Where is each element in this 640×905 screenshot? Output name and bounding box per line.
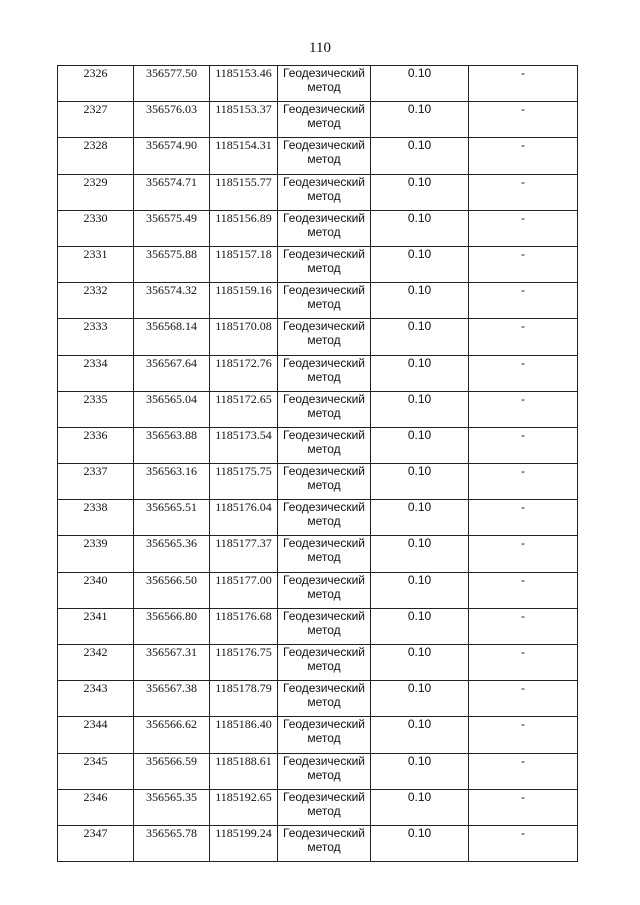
x-coordinate-cell: 356574.90 xyxy=(134,138,210,174)
table-row xyxy=(58,464,578,500)
y-coordinate-cell: 1185170.08 xyxy=(210,319,278,355)
x-coordinate-cell: 356575.49 xyxy=(134,210,210,246)
description-cell: - xyxy=(469,789,578,825)
x-coordinate-cell: 356567.31 xyxy=(134,645,210,681)
method-cell: Геодезический метод xyxy=(278,464,371,500)
table-row xyxy=(58,391,578,427)
method-cell: Геодезический метод xyxy=(278,572,371,608)
point-number-cell: 2334 xyxy=(58,355,134,391)
x-coordinate-cell: 356563.16 xyxy=(134,464,210,500)
point-number-cell: 2326 xyxy=(58,66,134,102)
description-cell: - xyxy=(469,246,578,282)
x-coordinate-cell: 356567.64 xyxy=(134,355,210,391)
point-number-cell: 2337 xyxy=(58,464,134,500)
accuracy-cell: 0.10 xyxy=(371,138,469,174)
y-coordinate-cell: 1185177.37 xyxy=(210,536,278,572)
method-cell: Геодезический метод xyxy=(278,66,371,102)
description-cell: - xyxy=(469,753,578,789)
method-cell: Геодезический метод xyxy=(278,608,371,644)
x-coordinate-cell: 356575.88 xyxy=(134,246,210,282)
table-row xyxy=(58,319,578,355)
description-cell: - xyxy=(469,283,578,319)
y-coordinate-cell: 1185154.31 xyxy=(210,138,278,174)
x-coordinate-cell: 356568.14 xyxy=(134,319,210,355)
accuracy-cell: 0.10 xyxy=(371,608,469,644)
description-cell: - xyxy=(469,355,578,391)
x-coordinate-cell: 356574.32 xyxy=(134,283,210,319)
method-cell: Геодезический метод xyxy=(278,825,371,861)
method-cell: Геодезический метод xyxy=(278,717,371,753)
y-coordinate-cell: 1185153.46 xyxy=(210,66,278,102)
y-coordinate-cell: 1185177.00 xyxy=(210,572,278,608)
description-cell: - xyxy=(469,536,578,572)
method-cell: Геодезический метод xyxy=(278,789,371,825)
table-row xyxy=(58,608,578,644)
point-number-cell: 2346 xyxy=(58,789,134,825)
coordinates-table xyxy=(57,65,578,862)
accuracy-cell: 0.10 xyxy=(371,210,469,246)
description-cell: - xyxy=(469,717,578,753)
point-number-cell: 2341 xyxy=(58,608,134,644)
coordinates-table-body xyxy=(58,66,578,862)
description-cell: - xyxy=(469,645,578,681)
description-cell: - xyxy=(469,825,578,861)
accuracy-cell: 0.10 xyxy=(371,825,469,861)
accuracy-cell: 0.10 xyxy=(371,645,469,681)
x-coordinate-cell: 356565.36 xyxy=(134,536,210,572)
method-cell: Геодезический метод xyxy=(278,681,371,717)
method-cell: Геодезический метод xyxy=(278,319,371,355)
accuracy-cell: 0.10 xyxy=(371,427,469,463)
x-coordinate-cell: 356576.03 xyxy=(134,102,210,138)
method-cell: Геодезический метод xyxy=(278,500,371,536)
point-number-cell: 2327 xyxy=(58,102,134,138)
point-number-cell: 2335 xyxy=(58,391,134,427)
point-number-cell: 2343 xyxy=(58,681,134,717)
page-number: 110 xyxy=(309,40,331,56)
method-cell: Геодезический метод xyxy=(278,246,371,282)
y-coordinate-cell: 1185159.16 xyxy=(210,283,278,319)
accuracy-cell: 0.10 xyxy=(371,500,469,536)
point-number-cell: 2329 xyxy=(58,174,134,210)
table-row xyxy=(58,645,578,681)
accuracy-cell: 0.10 xyxy=(371,789,469,825)
table-row xyxy=(58,427,578,463)
accuracy-cell: 0.10 xyxy=(371,681,469,717)
y-coordinate-cell: 1185192.65 xyxy=(210,789,278,825)
table-row xyxy=(58,789,578,825)
x-coordinate-cell: 356567.38 xyxy=(134,681,210,717)
y-coordinate-cell: 1185199.24 xyxy=(210,825,278,861)
point-number-cell: 2344 xyxy=(58,717,134,753)
table-row xyxy=(58,500,578,536)
point-number-cell: 2347 xyxy=(58,825,134,861)
y-coordinate-cell: 1185153.37 xyxy=(210,102,278,138)
point-number-cell: 2333 xyxy=(58,319,134,355)
point-number-cell: 2342 xyxy=(58,645,134,681)
accuracy-cell: 0.10 xyxy=(371,174,469,210)
y-coordinate-cell: 1185172.65 xyxy=(210,391,278,427)
table-row xyxy=(58,66,578,102)
point-number-cell: 2345 xyxy=(58,753,134,789)
y-coordinate-cell: 1185176.04 xyxy=(210,500,278,536)
table-row xyxy=(58,717,578,753)
point-number-cell: 2331 xyxy=(58,246,134,282)
method-cell: Геодезический метод xyxy=(278,138,371,174)
x-coordinate-cell: 356566.62 xyxy=(134,717,210,753)
point-number-cell: 2328 xyxy=(58,138,134,174)
description-cell: - xyxy=(469,391,578,427)
method-cell: Геодезический метод xyxy=(278,536,371,572)
accuracy-cell: 0.10 xyxy=(371,717,469,753)
point-number-cell: 2336 xyxy=(58,427,134,463)
y-coordinate-cell: 1185188.61 xyxy=(210,753,278,789)
table-row xyxy=(58,174,578,210)
table-row xyxy=(58,536,578,572)
y-coordinate-cell: 1185155.77 xyxy=(210,174,278,210)
x-coordinate-cell: 356565.78 xyxy=(134,825,210,861)
description-cell: - xyxy=(469,608,578,644)
y-coordinate-cell: 1185176.68 xyxy=(210,608,278,644)
table-row xyxy=(58,246,578,282)
description-cell: - xyxy=(469,102,578,138)
accuracy-cell: 0.10 xyxy=(371,464,469,500)
y-coordinate-cell: 1185172.76 xyxy=(210,355,278,391)
x-coordinate-cell: 356565.35 xyxy=(134,789,210,825)
method-cell: Геодезический метод xyxy=(278,283,371,319)
table-row xyxy=(58,753,578,789)
method-cell: Геодезический метод xyxy=(278,391,371,427)
description-cell: - xyxy=(469,572,578,608)
method-cell: Геодезический метод xyxy=(278,210,371,246)
point-number-cell: 2340 xyxy=(58,572,134,608)
description-cell: - xyxy=(469,66,578,102)
x-coordinate-cell: 356565.04 xyxy=(134,391,210,427)
description-cell: - xyxy=(469,681,578,717)
method-cell: Геодезический метод xyxy=(278,753,371,789)
table-row xyxy=(58,572,578,608)
y-coordinate-cell: 1185156.89 xyxy=(210,210,278,246)
y-coordinate-cell: 1185173.54 xyxy=(210,427,278,463)
description-cell: - xyxy=(469,210,578,246)
x-coordinate-cell: 356566.59 xyxy=(134,753,210,789)
method-cell: Геодезический метод xyxy=(278,427,371,463)
table-row xyxy=(58,681,578,717)
accuracy-cell: 0.10 xyxy=(371,246,469,282)
y-coordinate-cell: 1185186.40 xyxy=(210,717,278,753)
table-row xyxy=(58,102,578,138)
description-cell: - xyxy=(469,464,578,500)
table-row xyxy=(58,138,578,174)
accuracy-cell: 0.10 xyxy=(371,319,469,355)
method-cell: Геодезический метод xyxy=(278,355,371,391)
x-coordinate-cell: 356565.51 xyxy=(134,500,210,536)
method-cell: Геодезический метод xyxy=(278,102,371,138)
point-number-cell: 2330 xyxy=(58,210,134,246)
table-row xyxy=(58,825,578,861)
x-coordinate-cell: 356563.88 xyxy=(134,427,210,463)
accuracy-cell: 0.10 xyxy=(371,283,469,319)
x-coordinate-cell: 356566.80 xyxy=(134,608,210,644)
accuracy-cell: 0.10 xyxy=(371,753,469,789)
point-number-cell: 2339 xyxy=(58,536,134,572)
description-cell: - xyxy=(469,319,578,355)
table-row xyxy=(58,283,578,319)
method-cell: Геодезический метод xyxy=(278,645,371,681)
description-cell: - xyxy=(469,427,578,463)
y-coordinate-cell: 1185178.79 xyxy=(210,681,278,717)
description-cell: - xyxy=(469,138,578,174)
point-number-cell: 2338 xyxy=(58,500,134,536)
table-row xyxy=(58,355,578,391)
method-cell: Геодезический метод xyxy=(278,174,371,210)
y-coordinate-cell: 1185176.75 xyxy=(210,645,278,681)
description-cell: - xyxy=(469,174,578,210)
y-coordinate-cell: 1185175.75 xyxy=(210,464,278,500)
accuracy-cell: 0.10 xyxy=(371,572,469,608)
y-coordinate-cell: 1185157.18 xyxy=(210,246,278,282)
accuracy-cell: 0.10 xyxy=(371,355,469,391)
accuracy-cell: 0.10 xyxy=(371,391,469,427)
accuracy-cell: 0.10 xyxy=(371,102,469,138)
accuracy-cell: 0.10 xyxy=(371,66,469,102)
x-coordinate-cell: 356566.50 xyxy=(134,572,210,608)
point-number-cell: 2332 xyxy=(58,283,134,319)
description-cell: - xyxy=(469,500,578,536)
x-coordinate-cell: 356577.50 xyxy=(134,66,210,102)
table-row xyxy=(58,210,578,246)
accuracy-cell: 0.10 xyxy=(371,536,469,572)
x-coordinate-cell: 356574.71 xyxy=(134,174,210,210)
